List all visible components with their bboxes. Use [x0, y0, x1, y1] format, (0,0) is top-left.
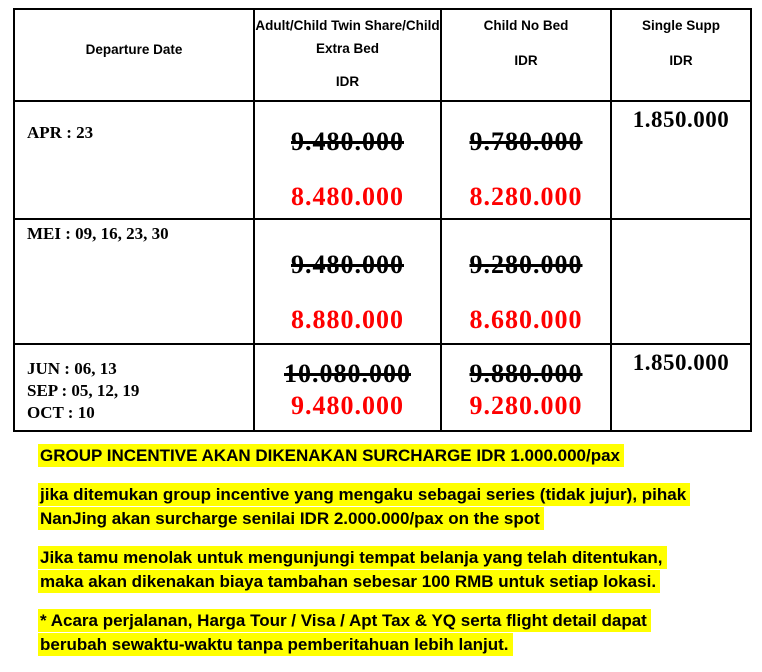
adult-price-cell	[255, 102, 442, 220]
highlighted-text: GROUP INCENTIVE AKAN DIKENAKAN SURCHARGE IDR 1.000.000/pax	[38, 444, 624, 467]
single-supp-value: 1.850.000	[632, 107, 730, 132]
departure-date-line: MEI : 09, 16, 23, 30	[27, 224, 169, 243]
adult-price-cell	[255, 345, 442, 430]
header-label-adult-child-line1: Adult/Child Twin Share/Child	[255, 18, 440, 33]
note-line	[38, 507, 752, 531]
highlighted-text: * Acara perjalanan, Harga Tour / Visa / Apt Tax & YQ serta flight detail dapat	[38, 609, 651, 632]
departure-date-line: SEP : 05, 12, 19	[27, 381, 140, 400]
child-no-bed-price-cell	[442, 220, 612, 345]
child-no-bed-price-cell	[442, 345, 612, 430]
header-currency-label: IDR	[514, 53, 538, 68]
price-old: 10.080.000	[284, 359, 411, 388]
price-new: 8.480.000	[291, 182, 404, 211]
price-old: 9.780.000	[469, 127, 583, 156]
single-supp-value: 1.850.000	[632, 350, 730, 375]
header-cell-single-supp	[612, 10, 750, 102]
price-new: 9.280.000	[469, 391, 583, 420]
highlighted-text: Jika tamu menolak untuk mengunjungi tempat belanja yang telah ditentukan,	[38, 546, 667, 569]
departure-date-cell	[15, 220, 255, 345]
price-table	[13, 8, 752, 432]
highlighted-text: berubah sewaktu-waktu tanpa pemberitahuan lebih lanjut.	[38, 633, 513, 656]
header-currency-label: IDR	[669, 53, 693, 68]
header-cell-adult-child	[255, 10, 442, 102]
single-supp-cell	[612, 102, 750, 220]
note-line	[38, 609, 752, 633]
departure-date-line: JUN : 06, 13	[27, 359, 117, 378]
header-label-child-no-bed: Child No Bed	[483, 18, 569, 33]
departure-date-line: OCT : 10	[27, 403, 95, 422]
note-line	[38, 546, 752, 570]
price-old: 9.480.000	[291, 127, 404, 156]
single-supp-cell	[612, 345, 750, 430]
price-old: 9.480.000	[291, 250, 404, 279]
price-old: 9.280.000	[469, 250, 583, 279]
price-old: 9.880.000	[469, 359, 583, 388]
highlighted-text: jika ditemukan group incentive yang mengaku sebagai series (tidak jujur), pihak	[38, 483, 690, 506]
header-label-single-supp: Single Supp	[641, 18, 720, 33]
departure-date-cell	[15, 102, 255, 220]
child-no-bed-price-cell	[442, 102, 612, 220]
header-currency-label: IDR	[335, 74, 360, 89]
notes-section	[38, 444, 752, 672]
note-line	[38, 444, 752, 468]
note-line	[38, 570, 752, 594]
note-line	[38, 483, 752, 507]
adult-price-cell	[255, 220, 442, 345]
highlighted-text: NanJing akan surcharge senilai IDR 2.000.000/pax on the spot	[38, 507, 544, 530]
header-cell-child-no-bed	[442, 10, 612, 102]
header-label-adult-child-line2: Extra Bed	[315, 41, 380, 56]
header-cell-departure-date	[15, 10, 255, 102]
price-new: 8.680.000	[469, 305, 583, 334]
note-group-incentive-surcharge	[38, 444, 752, 468]
price-new: 8.880.000	[291, 305, 404, 334]
single-supp-cell	[612, 220, 750, 345]
note-shopping-refusal-fee	[38, 546, 752, 594]
departure-date-line: APR : 23	[27, 123, 94, 142]
note-itinerary-disclaimer	[38, 609, 752, 657]
price-new: 9.480.000	[291, 391, 404, 420]
departure-date-cell	[15, 345, 255, 430]
highlighted-text: maka akan dikenakan biaya tambahan sebesar 100 RMB untuk setiap lokasi.	[38, 570, 660, 593]
note-line	[38, 633, 752, 657]
header-label-departure-date: Departure Date	[85, 41, 183, 57]
price-new: 8.280.000	[469, 182, 583, 211]
note-series-surcharge	[38, 483, 752, 531]
